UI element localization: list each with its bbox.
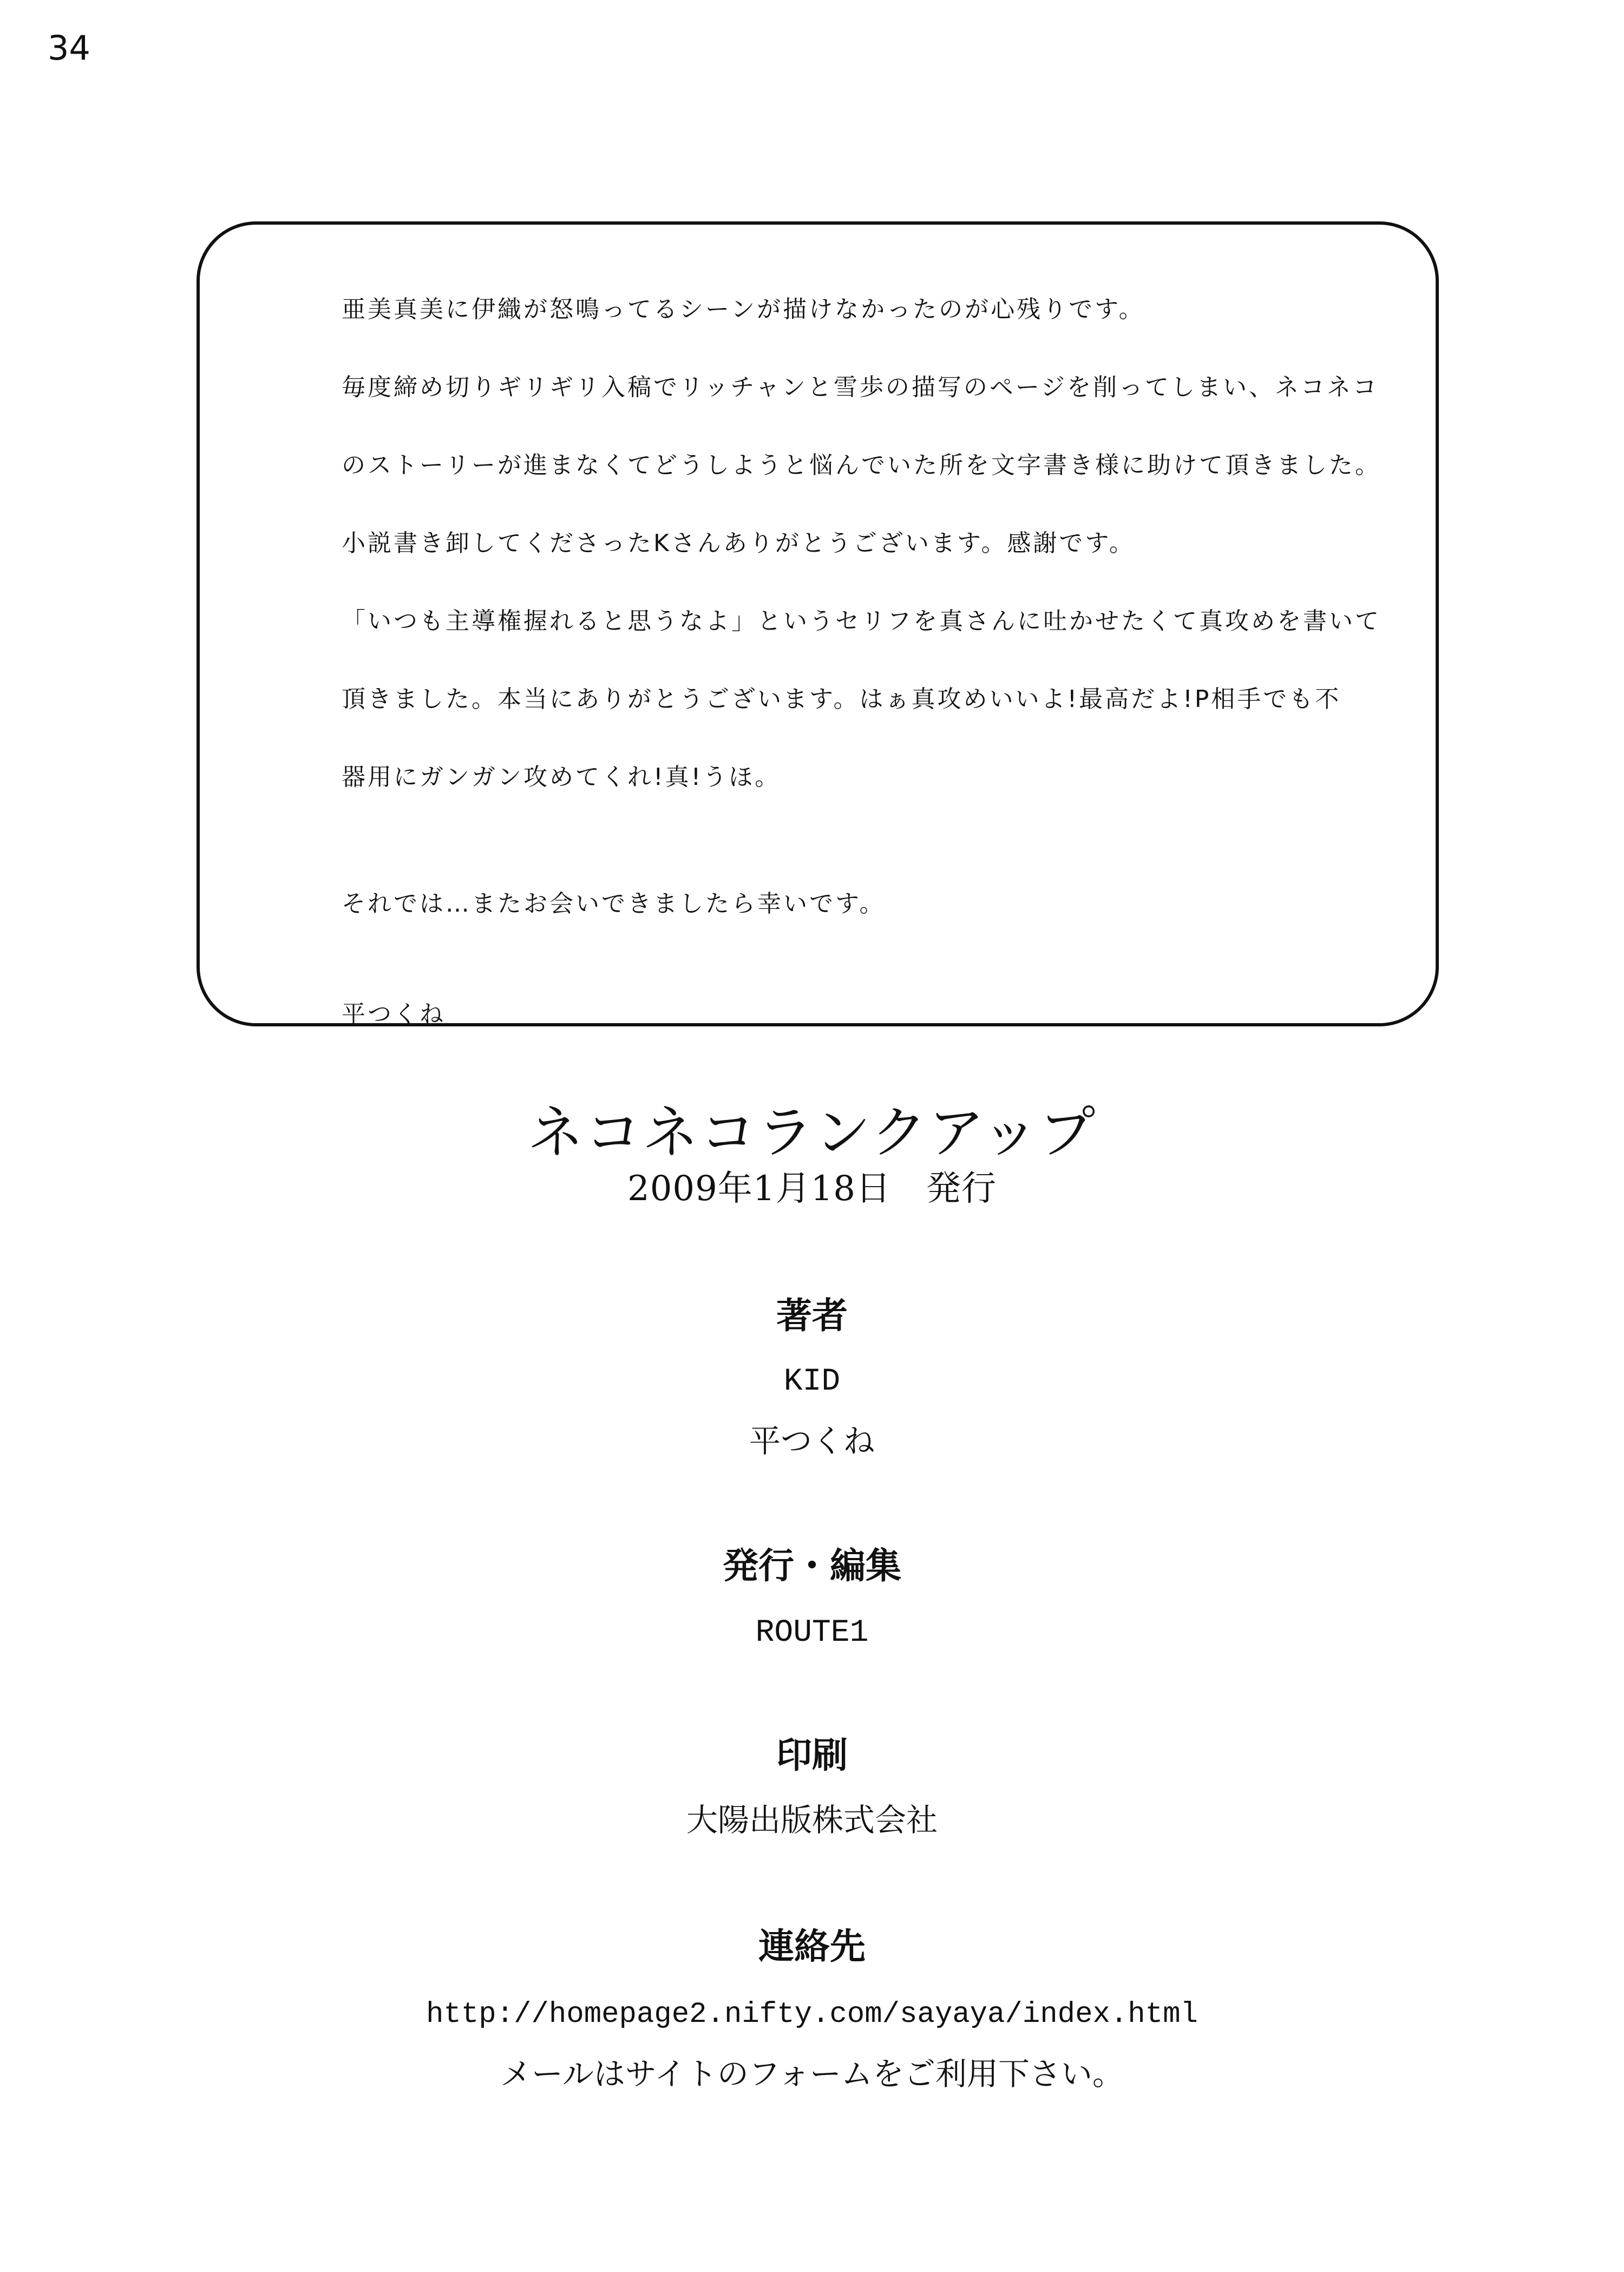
afterword-box [197,221,1439,1026]
afterword-text [342,296,1381,1028]
printer-name: 大陽出版株式会社 [686,1802,938,1838]
afterword-closing: それでは…またお会いできましたら幸いです。 [342,890,886,918]
page-number: 34 [48,28,90,68]
contact-note: メールはサイトのフォームをご利用下さい。 [500,2055,1124,2092]
afterword-line: 毎度締め切りギリギリ入稿でリッチャンと雪歩の描写のページを削ってしまい、ネコネコ [342,374,1379,401]
issue-date: 2009年1月18日 発行 [627,1169,997,1209]
printing-heading: 印刷 [776,1734,848,1776]
afterword-line: 「いつも主導権握れると思うなよ」というセリフを真さんに吐かせたくて真攻めを書いて [342,607,1381,635]
author-name: KID [783,1364,841,1399]
colophon-title-block [0,1099,1624,1209]
author-name: 平つくね [749,1423,875,1459]
afterword-line: 器用にガンガン攻めてくれ!真!うほ。 [342,763,781,791]
author-heading: 著者 [776,1295,848,1337]
afterword-line: 小説書き卸してくださったKさんありがとうございます。感謝です。 [342,529,1135,557]
contact-url[interactable]: http://homepage2.nifty.com/sayaya/index.html [426,1998,1198,2031]
contact-heading: 連絡先 [758,1926,866,1967]
book-title: ネコネコランクアップ [527,1099,1097,1166]
afterword-line: 亜美真美に伊織が怒鳴ってるシーンが描けなかったのが心残りです。 [342,296,1145,323]
publisher-name: ROUTE1 [755,1615,869,1651]
afterword-line: のストーリーが進まなくてどうしようと悩んでいた所を文字書き様に助けて頂きました。 [342,451,1381,479]
publisher-heading: 発行・編集 [723,1545,901,1587]
afterword-line: 頂きました。本当にありがとうございます。はぁ真攻めいいよ!最高だよ!P相手でも不 [342,685,1341,713]
afterword-signature: 平つくね [342,1000,446,1028]
